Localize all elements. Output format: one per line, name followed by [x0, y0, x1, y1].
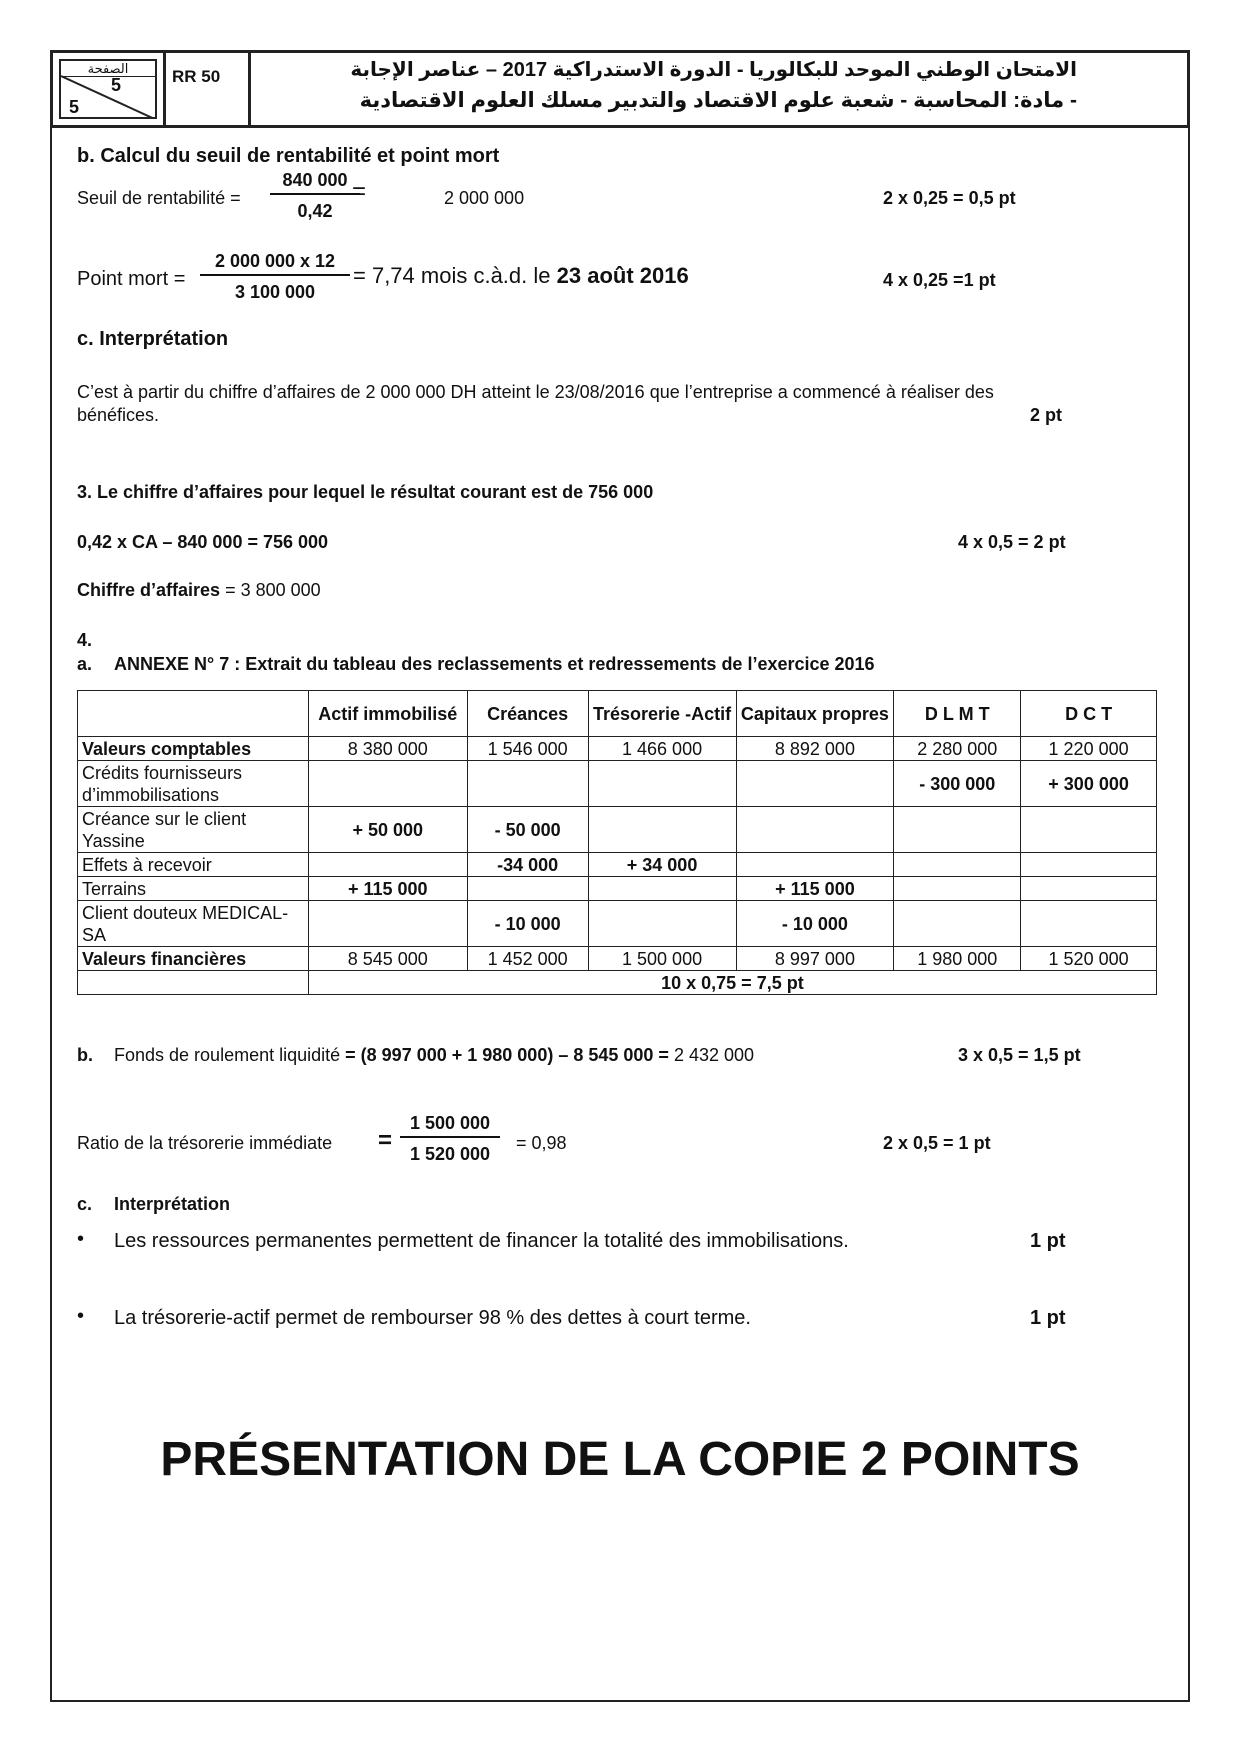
sr-numerator: 840 000 [270, 170, 360, 195]
ca-label: Chiffre d’affaires [77, 580, 221, 600]
table-cell [308, 901, 467, 947]
table-row [78, 761, 1157, 807]
annex-table [77, 690, 1157, 995]
sr-denominator: 0,42 [297, 201, 333, 221]
table-cell: 2 280 000 [894, 737, 1021, 761]
table-cell: 8 545 000 [308, 947, 467, 971]
section-3-heading: 3. Le chiffre d’affaires pour lequel le résultat courant est de 756 000 [77, 482, 654, 502]
exam-header [50, 50, 1190, 128]
table-cell: 1 452 000 [467, 947, 588, 971]
ca-result [77, 580, 321, 601]
bullet-dot-icon: • [77, 1228, 85, 1250]
table-cell: - 50 000 [467, 807, 588, 853]
table-cell: 1 220 000 [1021, 737, 1157, 761]
exam-title-line1: الامتحان الوطني الموحد للبكالوريا - الدورة الاستدراكية 2017 – عناصر الإجابة [350, 59, 1077, 81]
rti-value: = 0,98 [516, 1133, 567, 1153]
table-cell: 1 980 000 [894, 947, 1021, 971]
table-cell [308, 853, 467, 877]
bullet-text: Les ressources permanentes permettent de financer la totalité des immobilisations. [114, 1230, 849, 1252]
bullet-dot-icon: • [77, 1305, 85, 1327]
section-4c-title: Interprétation [114, 1194, 231, 1214]
sr-equals: = [352, 178, 367, 205]
pm-result-date: 23 août 2016 [556, 263, 689, 288]
col-header-empty [78, 691, 309, 737]
exam-title [251, 53, 1187, 125]
table-cell [588, 761, 736, 807]
table-cell [588, 901, 736, 947]
table-cell [588, 877, 736, 901]
frl-formula: = (8 997 000 + 1 980 000) – 8 545 000 = [345, 1045, 669, 1065]
table-row [78, 947, 1157, 971]
row-label: Valeurs comptables [78, 737, 309, 761]
section-4-number: 4. [77, 630, 93, 650]
exam-code [166, 53, 251, 125]
sr-label: Seuil de rentabilité = [77, 188, 241, 208]
rti-fraction [400, 1113, 500, 1165]
table-cell [736, 807, 894, 853]
table-cell [1021, 901, 1157, 947]
row-label: Terrains [78, 877, 309, 901]
rti-points: 2 x 0,5 = 1 pt [883, 1133, 991, 1153]
table-cell: 1 500 000 [588, 947, 736, 971]
frl-label: Fonds de roulement liquidité [114, 1045, 341, 1065]
table-cell: 8 997 000 [736, 947, 894, 971]
ca-value: = 3 800 000 [225, 580, 321, 600]
sr-fraction [270, 170, 360, 222]
bullet-points: 1 pt [1030, 1307, 1066, 1329]
table-cell: - 10 000 [467, 901, 588, 947]
table-cell [1021, 807, 1157, 853]
section-b-heading: b. Calcul du seuil de rentabilité et point mort [77, 145, 500, 167]
table-cell [1021, 853, 1157, 877]
table-cell [894, 877, 1021, 901]
table-cell [1021, 877, 1157, 901]
section-c-heading: c. Interprétation [77, 328, 229, 350]
bullet-points: 1 pt [1030, 1230, 1066, 1252]
row-label: Créance sur le client Yassine [78, 807, 309, 853]
col-header-creances: Créances [467, 691, 588, 737]
row-label: Effets à recevoir [78, 853, 309, 877]
section-4b-letter: b. [77, 1045, 93, 1065]
rti-numerator: 1 500 000 [400, 1113, 500, 1138]
table-cell [308, 761, 467, 807]
page-total: 5 [69, 97, 80, 117]
table-cell: + 34 000 [588, 853, 736, 877]
page-number-box [53, 53, 166, 125]
pm-fraction [200, 251, 350, 303]
table-cell: 8 380 000 [308, 737, 467, 761]
table-cell-empty [78, 971, 309, 995]
table-cell [736, 853, 894, 877]
table-footer-points: 10 x 0,75 = 7,5 pt [308, 971, 1156, 995]
table-footer-row [78, 971, 1157, 995]
table-cell [894, 807, 1021, 853]
presentation-banner: PRÉSENTATION DE LA COPIE 2 POINTS [160, 1433, 1080, 1486]
page-label: الصفحة [61, 61, 155, 77]
table-cell: - 300 000 [894, 761, 1021, 807]
table-cell: + 115 000 [736, 877, 894, 901]
section-c-points: 2 pt [1030, 405, 1063, 425]
col-header-tresorerie-actif: Trésorerie -Actif [588, 691, 736, 737]
table-cell: -34 000 [467, 853, 588, 877]
pm-points: 4 x 0,25 =1 pt [883, 270, 996, 290]
section-3-points: 4 x 0,5 = 2 pt [958, 532, 1066, 552]
rti-equals: = [378, 1127, 393, 1154]
section-4a-letter: a. [77, 654, 93, 674]
table-header-row [78, 691, 1157, 737]
frl-value: 2 432 000 [673, 1045, 755, 1065]
pm-numerator: 2 000 000 x 12 [200, 251, 350, 276]
annex-title: ANNEXE N° 7 : Extrait du tableau des reclassements et redressements de l’exercice 2016 [114, 654, 875, 674]
table-cell: + 300 000 [1021, 761, 1157, 807]
row-label: Crédits fournisseurs d’immobilisations [78, 761, 309, 807]
col-header-capitaux-propres: Capitaux propres [736, 691, 894, 737]
table-cell [588, 807, 736, 853]
col-header-dct: D C T [1021, 691, 1157, 737]
page-current: 5 [111, 75, 122, 95]
table-row [78, 853, 1157, 877]
table-cell: 1 466 000 [588, 737, 736, 761]
table-cell [467, 761, 588, 807]
frl-line [114, 1045, 754, 1066]
table-cell: 1 546 000 [467, 737, 588, 761]
pm-denominator: 3 100 000 [234, 282, 316, 302]
table-cell [894, 853, 1021, 877]
section-4c-letter: c. [77, 1194, 93, 1214]
rti-denominator: 1 520 000 [409, 1144, 491, 1164]
pm-label: Point mort = [77, 268, 186, 290]
table-row [78, 807, 1157, 853]
section-c-text-line2: bénéfices. [77, 405, 160, 425]
exam-code-text: RR 50 [172, 67, 221, 86]
exam-title-line2: - مادة: المحاسبة - شعبة علوم الاقتصاد والتدبير مسلك العلوم الاقتصادية [359, 89, 1077, 112]
table-cell [467, 877, 588, 901]
section-c-text-line1: C’est à partir du chiffre d’affaires de 2 000 000 DH atteint le 23/08/2016 que l’entreprise a commencé à réaliser des [77, 382, 994, 402]
table-cell [736, 761, 894, 807]
table-cell [894, 901, 1021, 947]
table-cell: + 115 000 [308, 877, 467, 901]
bullet-text: La trésorerie-actif permet de rembourser 98 % des dettes à court terme. [114, 1307, 751, 1329]
sr-points: 2 x 0,25 = 0,5 pt [883, 188, 1016, 208]
table-row [78, 737, 1157, 761]
pm-result-prefix: = 7,74 mois c.à.d. le [353, 263, 551, 288]
frl-points: 3 x 0,5 = 1,5 pt [958, 1045, 1081, 1065]
table-cell: 1 520 000 [1021, 947, 1157, 971]
rti-label: Ratio de la trésorerie immédiate [77, 1133, 333, 1153]
sr-value: 2 000 000 [444, 188, 525, 208]
pm-result [353, 263, 689, 289]
table-cell: 8 892 000 [736, 737, 894, 761]
table-row [78, 901, 1157, 947]
table-cell: - 10 000 [736, 901, 894, 947]
row-label: Client douteux MEDICAL-SA [78, 901, 309, 947]
row-label: Valeurs financières [78, 947, 309, 971]
table-row [78, 877, 1157, 901]
table-cell: + 50 000 [308, 807, 467, 853]
col-header-actif-immobilise: Actif immobilisé [308, 691, 467, 737]
section-3-equation: 0,42 x CA – 840 000 = 756 000 [77, 532, 329, 552]
col-header-dlmt: D L M T [894, 691, 1021, 737]
